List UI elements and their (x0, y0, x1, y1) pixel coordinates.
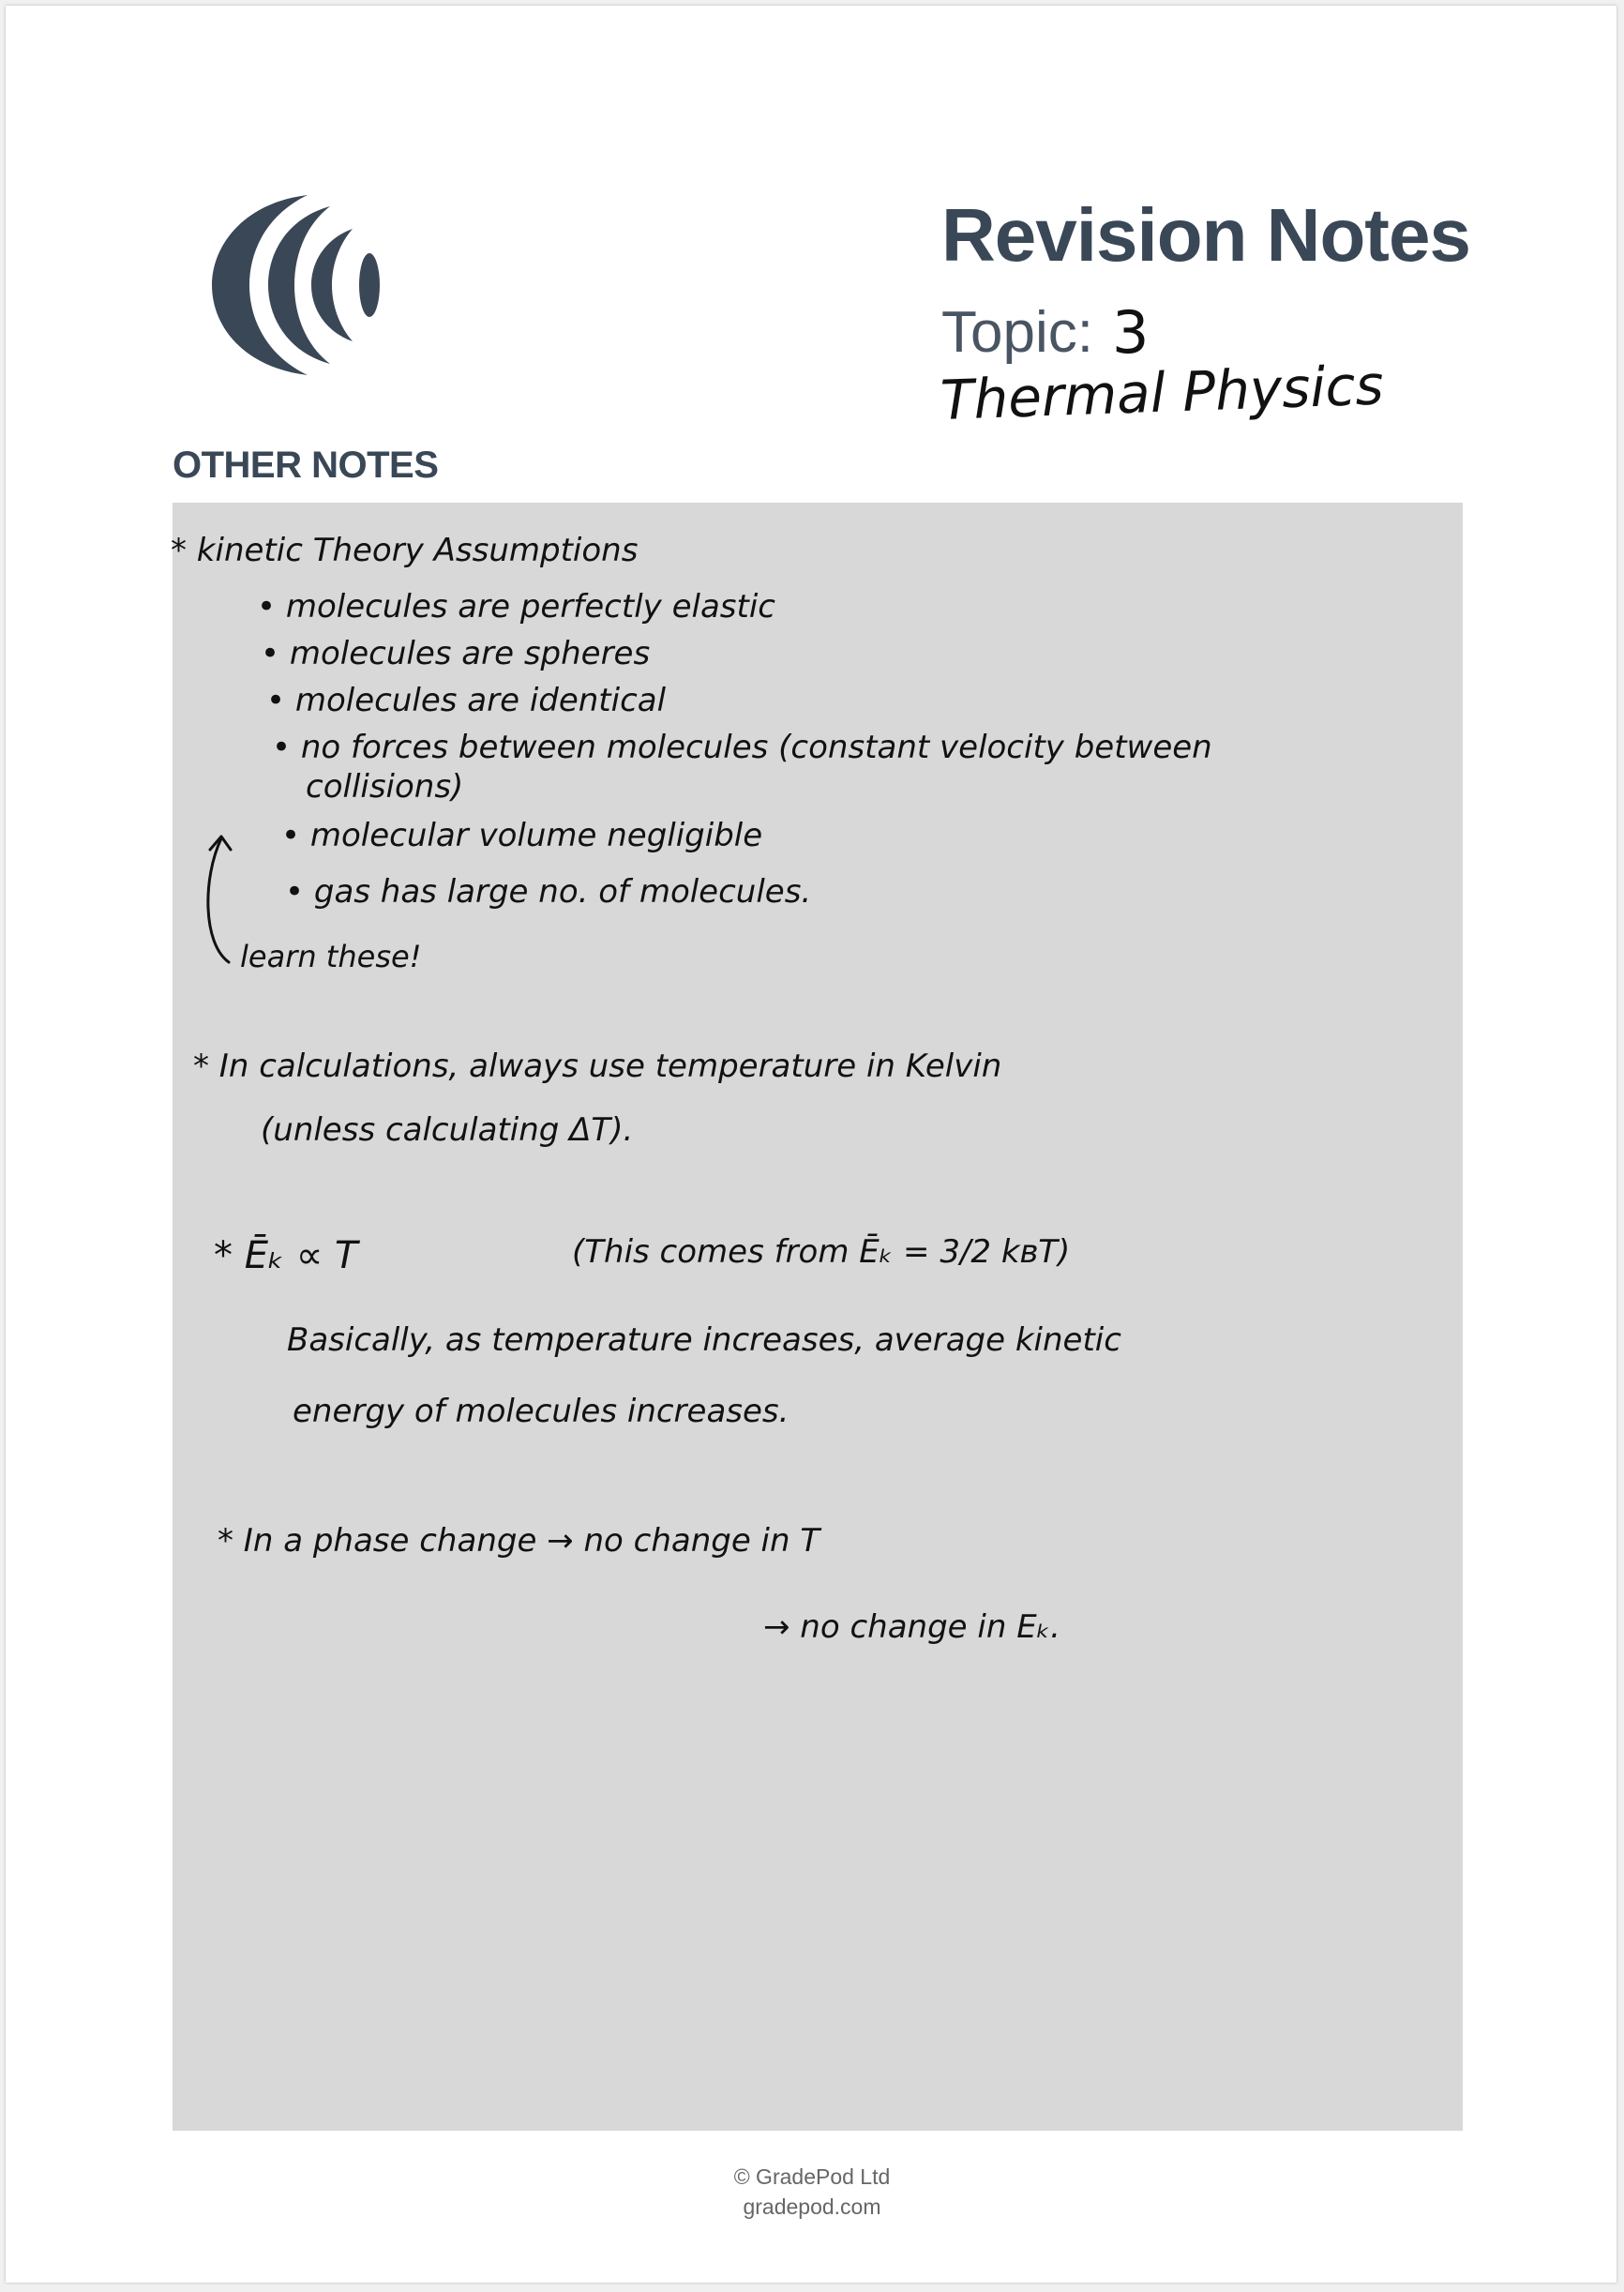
assumption-item: • molecules are perfectly elastic (257, 588, 775, 626)
assumption-item: collisions) (306, 768, 464, 806)
assumption-item: • molecular volume negligible (281, 817, 763, 854)
learn-these-note: learn these! (240, 939, 422, 974)
topic-name: Thermal Physics (939, 353, 1385, 432)
phase-change-note: * In a phase change → no change in T (218, 1522, 820, 1560)
kelvin-note-continued: (unless calculating ΔT). (261, 1111, 634, 1149)
topic-number: 3 (1112, 298, 1150, 367)
ek-explanation: Basically, as temperature increases, average kinetic (287, 1321, 1121, 1359)
kinetic-theory-heading: * kinetic Theory Assumptions (171, 532, 639, 569)
ek-explanation-continued: energy of molecules increases. (293, 1393, 789, 1430)
gradepod-logo-icon (203, 189, 390, 381)
assumption-item: • gas has large no. of molecules. (285, 873, 812, 911)
ek-source-formula: (This comes from Ēₖ = 3/2 kʙT) (572, 1233, 1071, 1271)
topic-label: Topic: (941, 300, 1093, 365)
kelvin-note: * In calculations, always use temperature in Kelvin (193, 1048, 1002, 1085)
page-sheet (6, 6, 1616, 2283)
page-title: Revision Notes (941, 193, 1470, 277)
footer-website[interactable]: gradepod.com (743, 2194, 881, 2219)
footer-copyright: © GradePod Ltd (733, 2164, 891, 2189)
assumption-item: • molecules are identical (266, 682, 667, 719)
assumption-item: • molecules are spheres (261, 635, 651, 672)
section-label: OTHER NOTES (173, 445, 439, 486)
phase-change-note-continued: → no change in Eₖ. (763, 1608, 1060, 1646)
ek-relation: * Ēₖ ∝ T (214, 1234, 358, 1277)
assumption-item: • no forces between molecules (constant velocity between (272, 729, 1212, 766)
